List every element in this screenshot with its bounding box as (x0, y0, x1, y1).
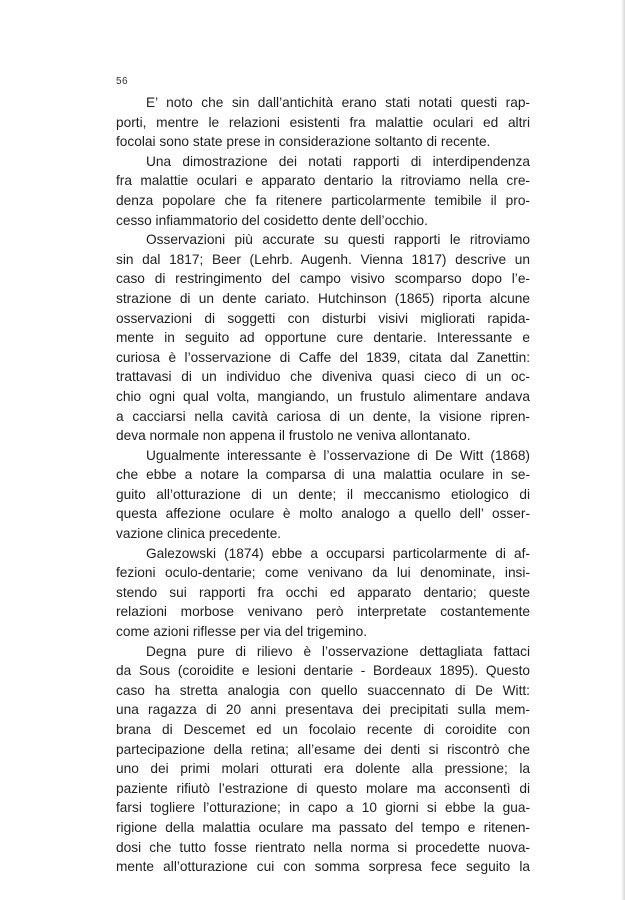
text-line: partecipazione della retina; all’esame dei denti si riscontrò che (116, 741, 530, 757)
text-line: vazione clinica precedente. (116, 526, 282, 542)
text-line: paziente rifiutò l’estrazione di questo molare ma acconsentì di (116, 780, 530, 796)
paragraph-3 (116, 230, 530, 446)
text-line: curiosa è l’osservazione di Caffe del 1839, citata dal Zanettin: (116, 349, 530, 365)
page-number: 56 (116, 76, 129, 87)
text-line: mente all’otturazione cui con somma sorpresa fece seguito la (116, 859, 530, 875)
text-line: uno dei primi molari otturati era dolente alla pressione; la (116, 761, 530, 777)
text-line: relazioni morbose venivano però interpretate costantemente (116, 604, 530, 620)
paragraph-5 (116, 544, 530, 642)
paragraph-1 (116, 93, 530, 152)
text-line: stendo sui rapporti fra occhi ed apparato dentario; queste (116, 584, 530, 600)
text-line: una ragazza di 20 anni presentava dei precipitati sulla mem- (116, 702, 530, 718)
body-text (116, 93, 530, 877)
text-line: caso di restringimento del campo visivo scomparso dopo l’e- (116, 271, 530, 287)
text-line: Osservazioni più accurate su questi rapporti le ritroviamo (146, 232, 530, 248)
text-line: Ugualmente interessante è l’osservazione di De Witt (1868) (146, 447, 530, 463)
text-line: denza popolare che fa ritenere particolarmente temibile il pro- (116, 192, 530, 208)
text-line: mente in seguito ad opportune cure dentarie. Interessante e (116, 330, 530, 346)
text-line: guito all’otturazione di un dente; il meccanismo etiologico di (116, 486, 530, 502)
text-line: E’ noto che sin dall’antichità erano stati notati questi rap- (146, 95, 530, 110)
text-line: chio ogni qual volta, mangiando, un frustulo alimentare andava (116, 388, 530, 404)
text-line: Degna pure di rilievo è l’osservazione dettagliata fattaci (146, 643, 530, 659)
text-line: fra malattie oculari e apparato dentario la ritroviamo nella cre- (116, 173, 530, 189)
text-line: osservazioni di soggetti con disturbi visivi migliorati rapida- (116, 310, 530, 326)
text-line: dosi che tutto fosse rientrato nella norma si procedette nuova- (116, 839, 530, 855)
text-line: cesso infiammatorio del cosidetto dente dell’occhio. (116, 212, 428, 228)
text-line: che ebbe a notare la comparsa di una malattia oculare in se- (116, 467, 530, 483)
paragraph-6 (116, 642, 530, 877)
text-line: a cacciarsi nella cavità cariosa di un dente, la visione ripren- (116, 408, 530, 424)
text-line: focolai sono state prese in considerazione soltanto di recente. (116, 134, 491, 150)
text-line: come azioni riflesse per via del trigemino. (116, 624, 368, 640)
text-line: sin dal 1817; Beer (Lehrb. Augenh. Vienna 1817) descrive un (116, 251, 530, 267)
text-line: questa affezione oculare è molto analogo a quello dell’ osser- (116, 506, 530, 522)
text-line: farsi togliere l’otturazione; in capo a 10 giorni si ebbe la gua- (116, 800, 530, 816)
text-line: strazione di un dente cariato. Hutchinson (1865) riporta alcune (116, 290, 530, 306)
text-line: Galezowski (1874) ebbe a occuparsi particolarmente di af- (146, 545, 530, 561)
text-line: deva normale non appena il frustolo ne veniva allontanato. (116, 428, 471, 444)
text-line: Una dimostrazione dei notati rapporti di interdipendenza (146, 153, 530, 169)
text-line: porti, mentre le relazioni esistenti fra malattie oculari ed altri (116, 114, 530, 130)
paragraph-4 (116, 446, 530, 544)
text-line: rigione della malattia oculare ma passato del tempo e ritenen- (116, 819, 530, 835)
page-gutter-edge (621, 0, 625, 900)
paragraph-2 (116, 152, 530, 230)
text-line: da Sous (coroidite e lesioni dentarie - Bordeaux 1895). Questo (116, 663, 530, 679)
text-line: caso ha stretta analogia con quello suaccennato di De Witt: (116, 682, 530, 698)
text-line: trattavasi di un individuo che diveniva quasi cieco di un oc- (116, 369, 530, 385)
text-line: fezioni oculo-dentarie; come venivano da lui denominate, insi- (116, 565, 530, 581)
text-line: brana di Descemet ed un focolaio recente di coroidite con (116, 722, 530, 737)
